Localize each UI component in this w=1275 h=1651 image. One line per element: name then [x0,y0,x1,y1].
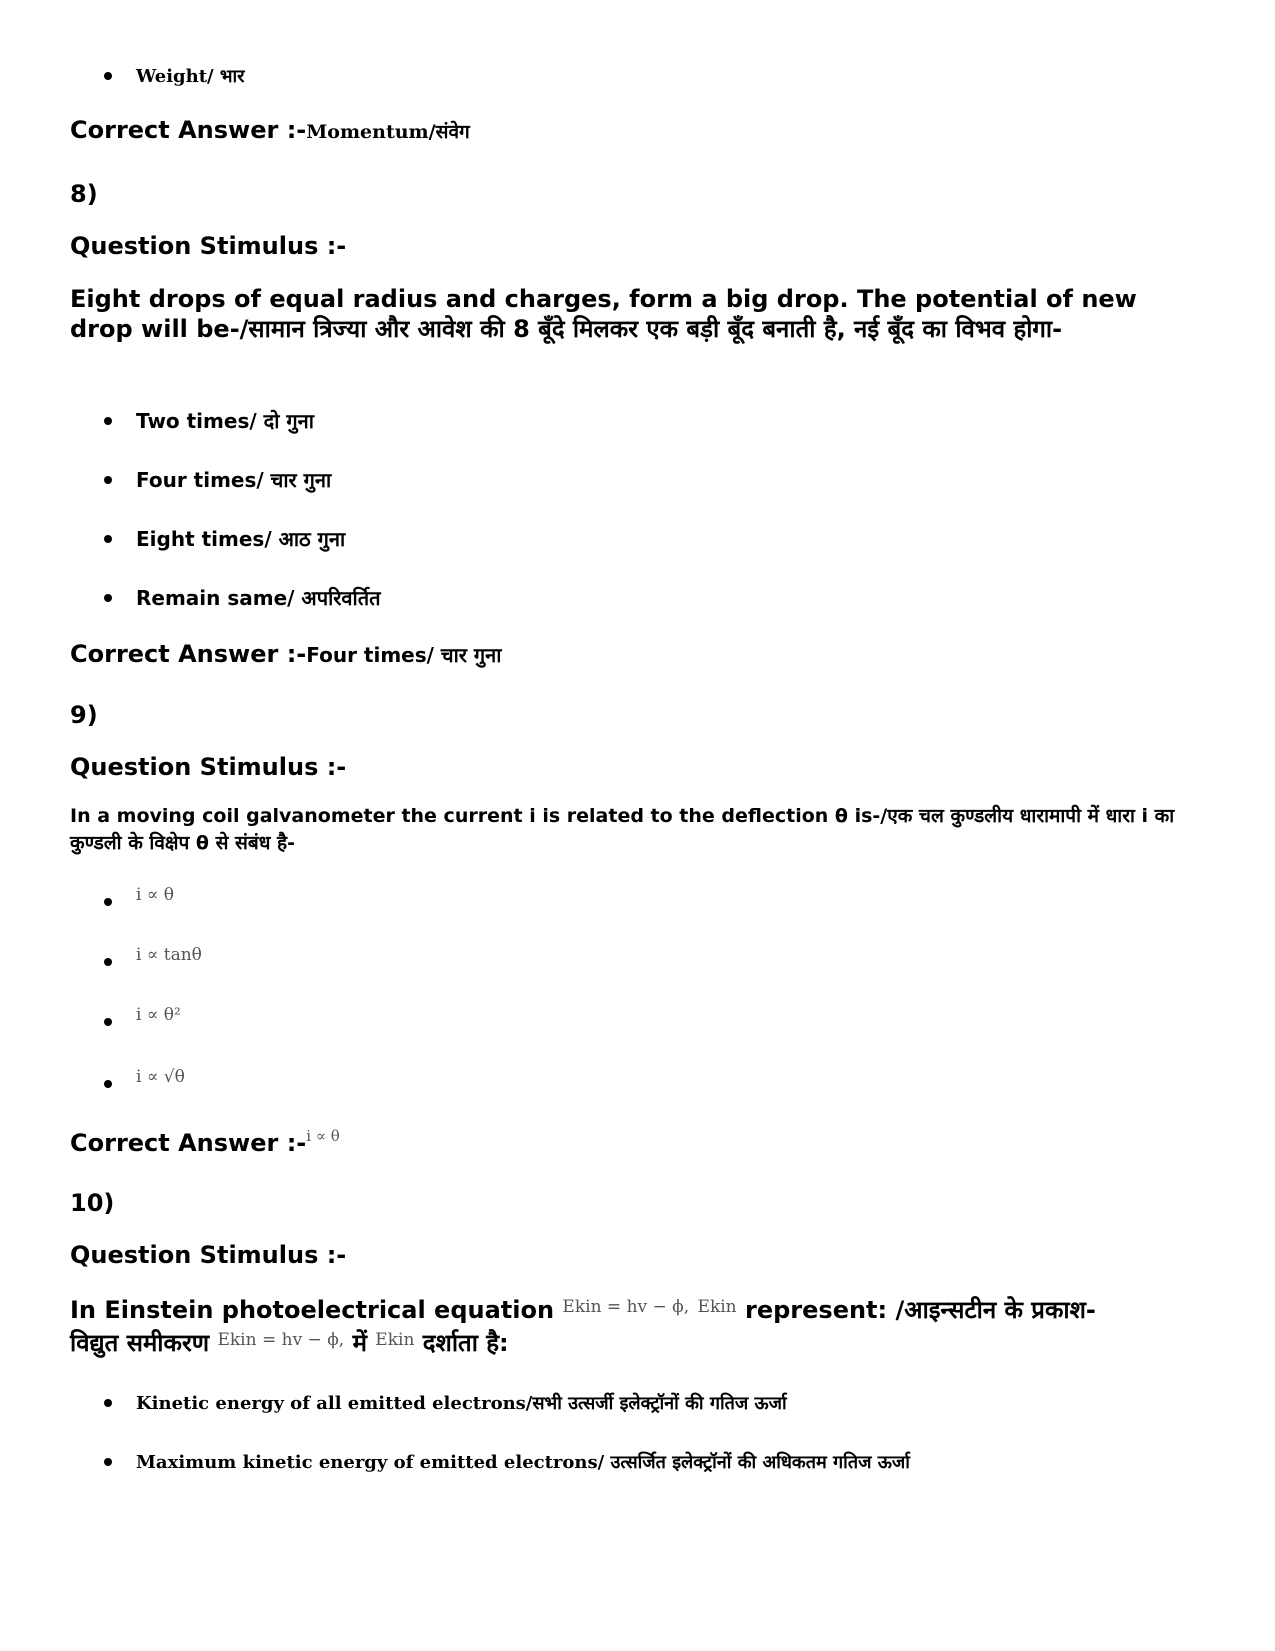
correct-answer-label: Correct Answer :- [70,116,307,144]
correct-answer-label: Correct Answer :- [70,1129,307,1157]
stem-text: विद्युत समीकरण [70,1329,210,1357]
equation-formula: Ekin = hv − ϕ, [562,1297,690,1317]
correct-answer [70,1127,340,1157]
bullet-icon [104,1018,112,1026]
correct-answer-value: Four times/ चार गुना [306,643,502,667]
option-item [104,584,381,611]
question-stem: Eight drops of equal radius and charges, form a big drop. The potential of new drop will be-/सामान त्रिज्या और आवेश की 8 बूँदे मिलकर एक बड़ी बूँद बनाती है, नई बूँद का विभव होगा- [70,285,1137,343]
option-item [104,944,202,966]
option-item [104,1004,181,1026]
option-item [104,64,245,88]
bullet-icon [104,72,112,80]
bullet-icon [104,417,112,425]
ekin-symbol: Ekin [697,1297,737,1317]
question-stimulus-label: Question Stimulus :- [70,753,347,781]
option-text: Two times/ दो गुना [136,409,314,433]
question-stem-line2 [70,1326,509,1359]
option-formula: i ∝ tanθ [136,945,202,965]
option-item [104,466,331,493]
option-formula: i ∝ θ² [136,1005,181,1025]
bullet-icon [104,898,112,906]
correct-answer [70,640,501,668]
stem-text: में [352,1329,367,1357]
option-text: Maximum kinetic energy of emitted electrons/ उत्सर्जित इलेक्ट्रॉनों की अधिकतम गतिज ऊर्जा [136,1452,910,1473]
correct-answer [70,116,470,144]
question-stimulus-label: Question Stimulus :- [70,1241,347,1269]
question-number: 8) [70,180,98,208]
bullet-icon [104,1080,112,1088]
correct-answer-formula: i ∝ θ [306,1127,340,1145]
option-text: Remain same/ अपरिवर्तित [136,586,381,610]
correct-answer-value: Momentum/संवेग [306,121,470,143]
stem-text: दर्शाता है: [422,1329,509,1357]
question-number: 9) [70,701,98,729]
option-item [104,1391,787,1415]
question-number: 10) [70,1189,115,1217]
bullet-icon [104,1399,112,1407]
stem-text: In Einstein photoelectrical equation [70,1296,555,1324]
question-stem [70,1293,1096,1326]
option-item [104,884,174,906]
question-stimulus-label: Question Stimulus :- [70,232,347,260]
stem-text: represent: /आइन्सटीन के प्रकाश- [745,1296,1096,1324]
option-text: Kinetic energy of all emitted electrons/सभी उत्सर्जी इलेक्ट्रॉनों की गतिज ऊर्जा [136,1393,787,1414]
bullet-icon [104,594,112,602]
bullet-icon [104,476,112,484]
option-text: Weight/ भार [136,66,245,87]
bullet-icon [104,1458,112,1466]
correct-answer-label: Correct Answer :- [70,640,307,668]
option-formula: i ∝ √θ [136,1067,185,1087]
bullet-icon [104,535,112,543]
option-item [104,1066,185,1088]
ekin-symbol: Ekin [375,1330,415,1350]
bullet-icon [104,958,112,966]
option-item [104,1450,910,1474]
option-item [104,407,314,434]
option-text: Four times/ चार गुना [136,468,332,492]
option-text: Eight times/ आठ गुना [136,527,346,551]
option-item [104,525,345,552]
question-stem: In a moving coil galvanometer the current i is related to the deflection θ is-/एक चल कुण्डलीय धारामापी में धारा i का कुण्डली के विक्षेप θ से संबंध है- [70,805,1175,854]
equation-formula: Ekin = hv − ϕ, [217,1330,345,1350]
option-formula: i ∝ θ [136,885,174,905]
